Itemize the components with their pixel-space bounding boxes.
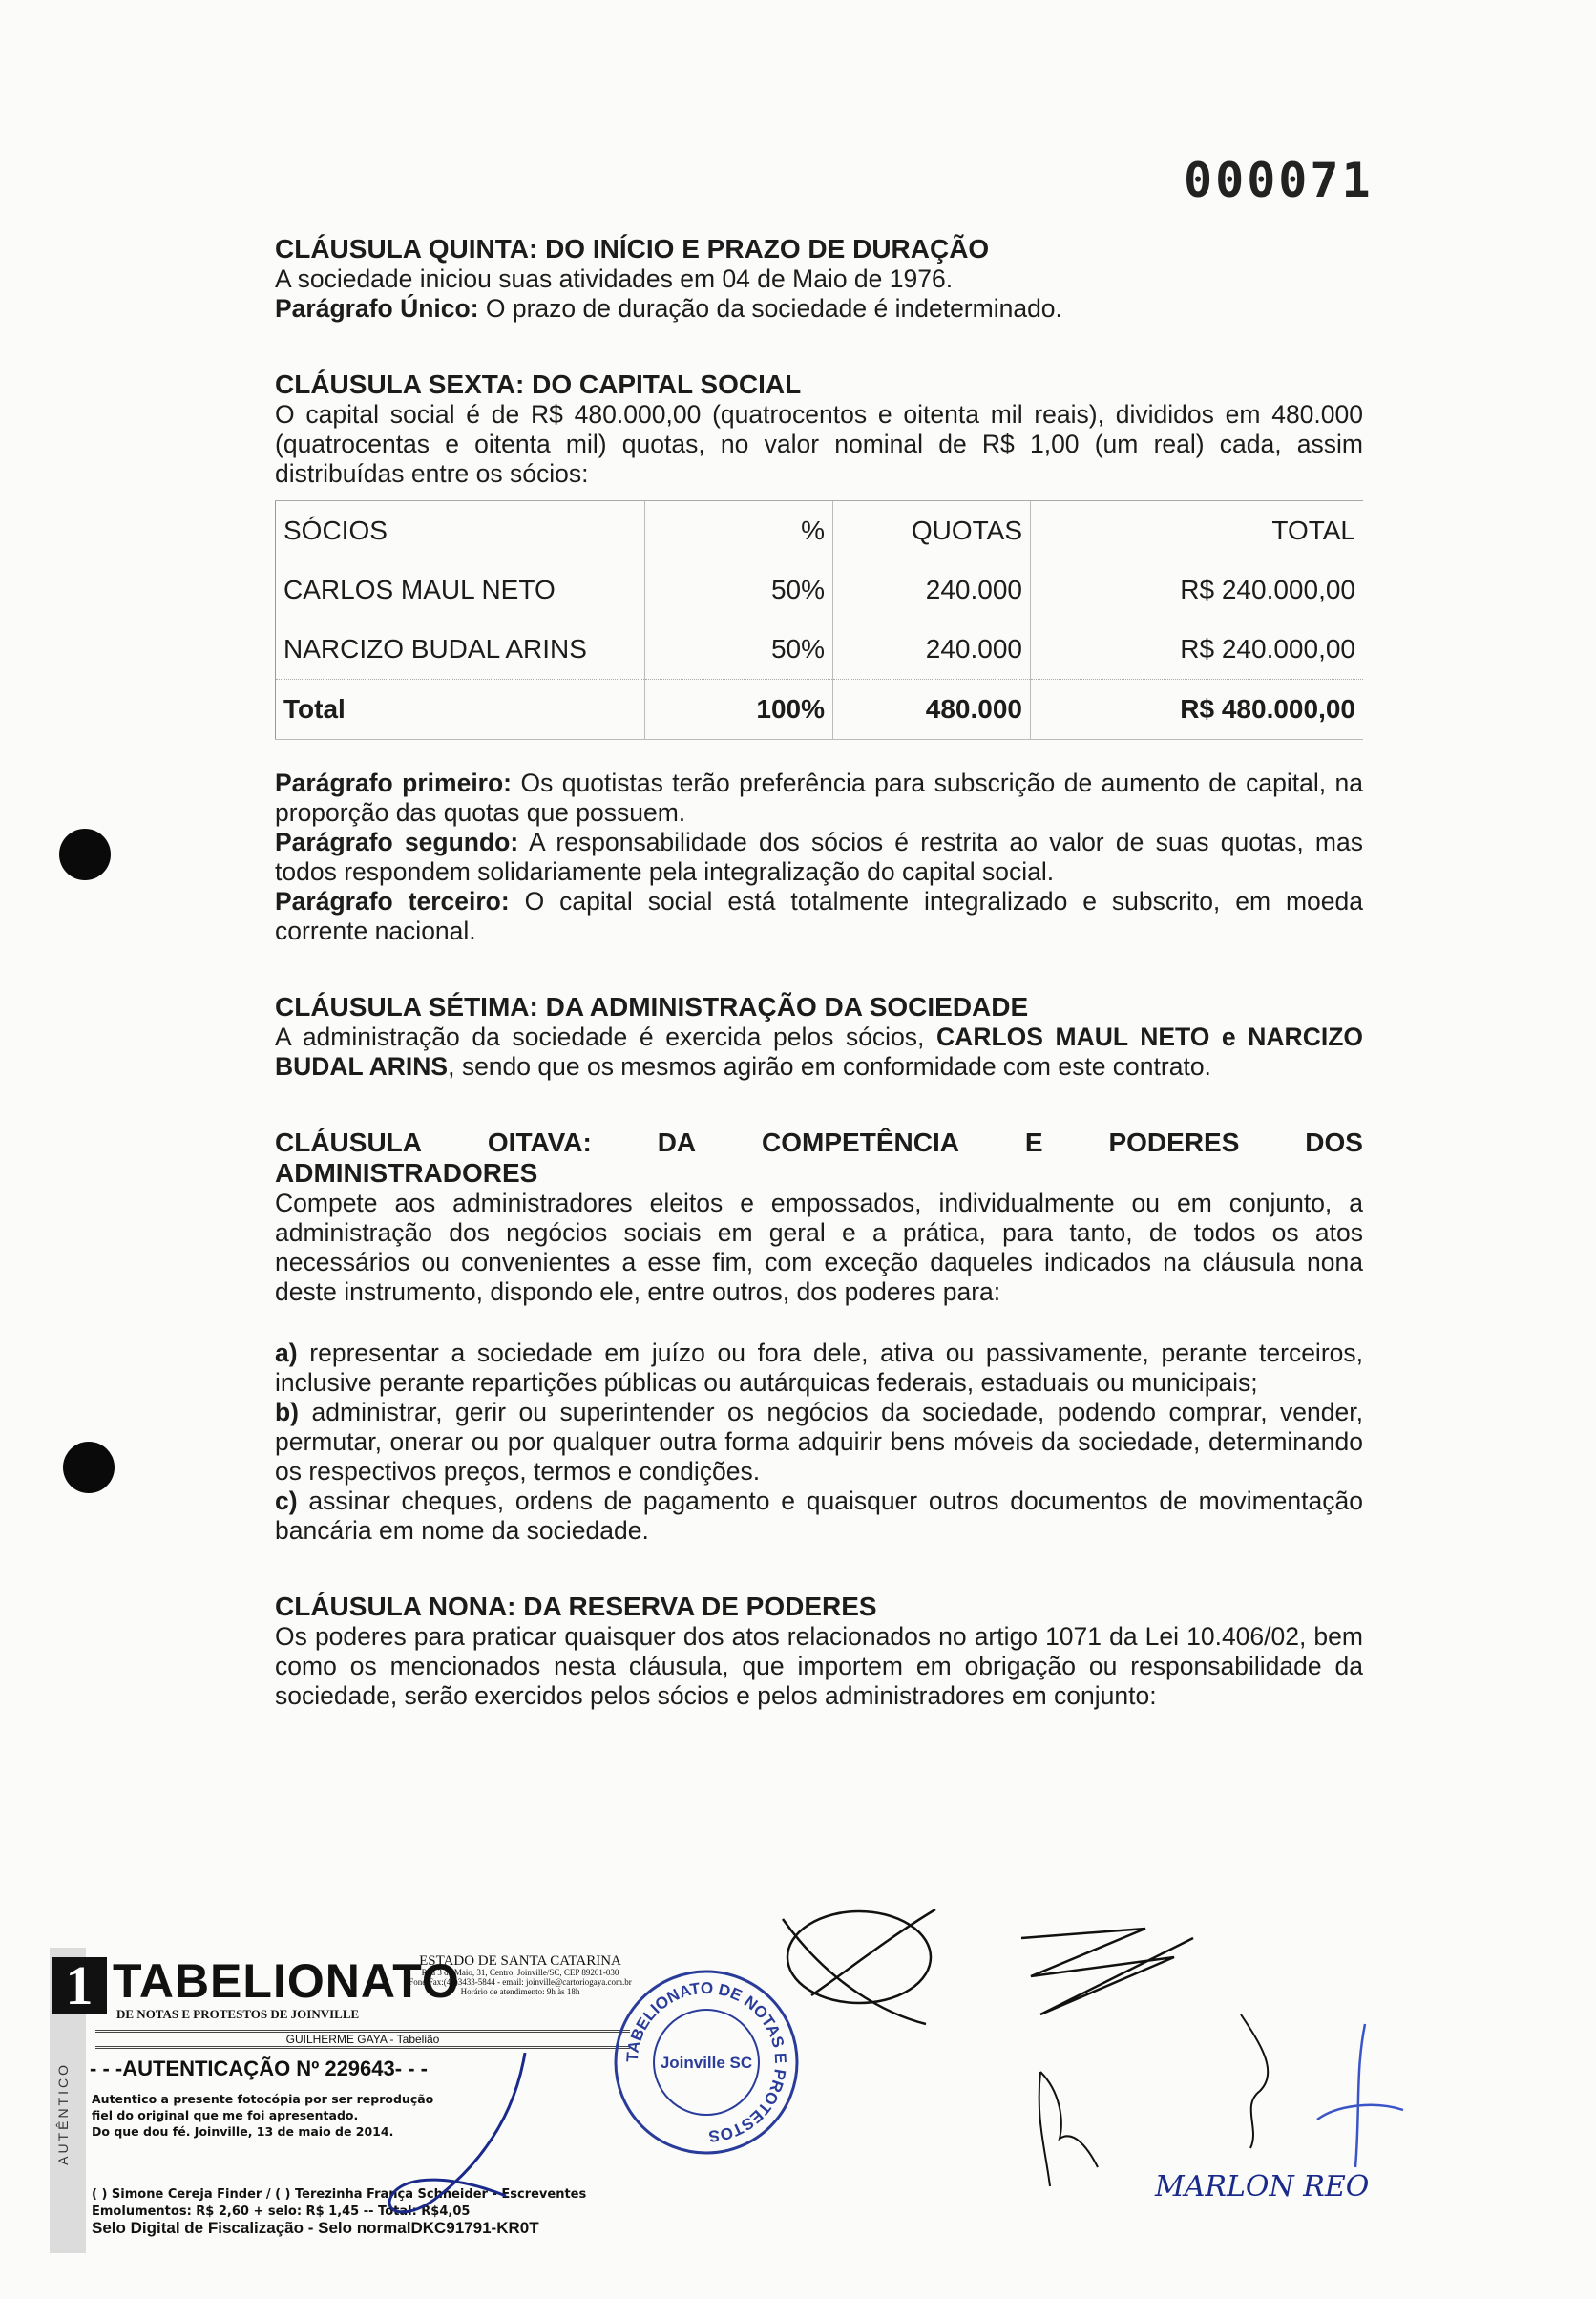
header-quotas: QUOTAS xyxy=(833,501,1031,561)
signature-stroke xyxy=(1040,2072,1098,2186)
item-label: a) xyxy=(275,1339,298,1367)
list-item xyxy=(275,1487,1363,1546)
cell-quotas: 240.000 xyxy=(833,620,1031,680)
signature-stroke-blue xyxy=(1317,2024,1403,2167)
auth-line: Autentico a presente fotocópia por ser reprodução xyxy=(92,2092,434,2106)
selo-code: DKC91791-KR0T xyxy=(410,2219,539,2237)
auth-line: Do que dou fé. Joinville, 13 de maio de 2014. xyxy=(92,2124,394,2139)
title-word: E xyxy=(1024,1128,1043,1157)
item-text: representar a sociedade em juízo ou fora dele, ativa ou passivamente, perante terceiros, inclusive perante repartições públicas ou autárquicas federais, estaduais ou municipais; xyxy=(275,1339,1363,1397)
notary-hours: Horário de atendimento: 9h às 18h xyxy=(460,1987,580,1996)
seal-center-text: Joinville SC xyxy=(660,2054,753,2072)
cell-total-quotas: 480.000 xyxy=(833,680,1031,740)
clause-text: Os poderes para praticar quaisquer dos atos relacionados no artigo 1071 da Lei 10.406/02, bem como os mencionados nesta cláusula, que importem em obrigação ou responsabilidade da sociedade, serão exercidos pelos sócios e pelos administradores em conjunto: xyxy=(275,1622,1363,1710)
notary-logo: 1 xyxy=(52,1957,107,2014)
header-percent: % xyxy=(645,501,833,561)
title-word: OITAVA: xyxy=(487,1128,592,1157)
title-word: DA xyxy=(657,1128,697,1157)
title-word: PODERES xyxy=(1108,1128,1240,1157)
cell-total: R$ 240.000,00 xyxy=(1031,620,1364,680)
selo-label: Selo Digital de Fiscalização - Selo normal xyxy=(92,2219,411,2237)
paragraph-label: Parágrafo Único: xyxy=(275,294,479,323)
paragraph-text: O prazo de duração da sociedade é indeterminado. xyxy=(485,294,1062,323)
paragraph-label: Parágrafo terceiro: xyxy=(275,887,510,916)
powers-list xyxy=(275,1339,1363,1546)
item-label: c) xyxy=(275,1487,298,1515)
cell-percent: 50% xyxy=(645,560,833,620)
clause-nona xyxy=(275,1592,1363,1711)
clause-sexta-paragraphs xyxy=(275,769,1363,946)
clause-text-continued: , sendo que os mesmos agirão em conformidade com este contrato. xyxy=(448,1052,1211,1081)
seal-ring-text: TABELIONATO DE NOTAS E PROTESTOS xyxy=(622,1978,790,2146)
header-total: TOTAL xyxy=(1031,501,1364,561)
clause-sexta xyxy=(275,369,1363,946)
clause-title: CLÁUSULA NONA: DA RESERVA DE PODERES xyxy=(275,1592,877,1621)
paragraph-text: O capital social está totalmente integralizado e subscrito, em moeda corrente nacional. xyxy=(275,887,1363,945)
quotas-table xyxy=(275,500,1363,740)
signatures xyxy=(745,1900,1413,2215)
paragraph-label: Parágrafo segundo: xyxy=(275,828,519,856)
paragraph-text: Os quotistas terão preferência para subscrição de aumento de capital, na proporção das quotas que possuem. xyxy=(275,769,1363,827)
stamp-signature xyxy=(382,2053,573,2244)
clause-text: A administração da sociedade é exercida pelos sócios, xyxy=(275,1023,925,1051)
clause-quinta xyxy=(275,234,1363,324)
cell-total-label: Total xyxy=(276,680,645,740)
stamp-vertical-text: AUTÊNTICO xyxy=(55,2062,71,2165)
table-header-row xyxy=(276,501,1364,561)
item-label: b) xyxy=(275,1398,300,1426)
notary-state: ESTADO DE SANTA CATARINA xyxy=(419,1953,621,1969)
handwritten-name: MARLON REO xyxy=(1155,2170,1370,2204)
cell-total: R$ 240.000,00 xyxy=(1031,560,1364,620)
cell-percent: 50% xyxy=(645,620,833,680)
cell-quotas: 240.000 xyxy=(833,560,1031,620)
punch-hole-bottom xyxy=(63,1442,115,1493)
table-row xyxy=(276,620,1364,680)
title-word: DOS xyxy=(1305,1128,1363,1157)
notary-subtitle: DE NOTAS E PROTESTOS DE JOINVILLE xyxy=(116,2007,360,2021)
title-word: CLÁUSULA xyxy=(275,1128,422,1157)
punch-hole-top xyxy=(59,829,111,880)
notary-tabeliao: GUILHERME GAYA - Tabelião xyxy=(95,2030,630,2049)
auth-line: fiel do original que me foi apresentado. xyxy=(92,2108,359,2122)
escreventes: ( ) Simone Cereja Finder / ( ) Terezinha França Schneider - Escreventes xyxy=(92,2187,587,2202)
partner-names: CARLOS MAUL NETO e NARCIZO BUDAL ARINS xyxy=(275,1023,1363,1081)
cell-socio: NARCIZO BUDAL ARINS xyxy=(276,620,645,680)
clause-setima xyxy=(275,992,1363,1082)
clause-title xyxy=(275,1128,1363,1158)
table-row xyxy=(276,560,1364,620)
item-text: assinar cheques, ordens de pagamento e quaisquer outros documentos de movimentação bancária em nome da sociedade. xyxy=(275,1487,1363,1545)
authentication-number: - - -AUTENTICAÇÃO Nº 229643- - - xyxy=(90,2056,428,2080)
notary-contact: Fone/Fax:(47)3433-5844 - email: joinville@cartoriogaya.com.br xyxy=(409,1977,632,1987)
clause-title: CLÁUSULA QUINTA: DO INÍCIO E PRAZO DE DURAÇÃO xyxy=(275,234,990,264)
paragraph-label: Parágrafo primeiro: xyxy=(275,769,513,797)
header-socios: SÓCIOS xyxy=(276,501,645,561)
clause-text: O capital social é de R$ 480.000,00 (quatrocentos e oitenta mil reais), divididos em 480.000 (quatrocentas e oitenta mil) quotas, no valor nominal de R$ 1,00 (um real) cada, assim distribuídas entre os sócios: xyxy=(275,400,1363,488)
notary-address: Rua 3 de Maio, 31, Centro, Joinville/SC, CEP 89201-030 xyxy=(421,1968,620,1977)
cell-socio: CARLOS MAUL NETO xyxy=(276,560,645,620)
list-item xyxy=(275,1398,1363,1487)
title-word: COMPETÊNCIA xyxy=(762,1128,959,1157)
clause-oitava xyxy=(275,1128,1363,1546)
clause-text: Compete aos administradores eleitos e empossados, individualmente ou em conjunto, a administração dos negócios sociais em geral e a prática, para tanto, de todos os atos necessários ou convenientes a esse fim, com exceção daqueles indicados na cláusula nona deste instrumento, dispondo ele, entre outros, dos poderes para: xyxy=(275,1189,1363,1306)
emolumentos: Emolumentos: R$ 2,60 + selo: R$ 1,45 -- Total: R$4,05 xyxy=(92,2204,471,2219)
notary-stamp xyxy=(38,1948,659,2263)
item-text: administrar, gerir ou superintender os negócios da sociedade, podendo comprar, vender, permutar, onerar ou por qualquer outra forma adquirir bens móveis da sociedade, determinando os respectivos preços, termos e condições. xyxy=(275,1398,1363,1486)
cell-total-value: R$ 480.000,00 xyxy=(1031,680,1364,740)
paragraph-text: A responsabilidade dos sócios é restrita ao valor de suas quotas, mas todos respondem solidariamente pela integralização do capital social. xyxy=(275,828,1363,886)
table-total-row xyxy=(276,680,1364,740)
clause-title: CLÁUSULA SEXTA: DO CAPITAL SOCIAL xyxy=(275,369,802,399)
contract-body xyxy=(275,234,1363,1711)
clause-title: CLÁUSULA SÉTIMA: DA ADMINISTRAÇÃO DA SOCIEDADE xyxy=(275,992,1029,1022)
clause-title-line2: ADMINISTRADORES xyxy=(275,1158,538,1188)
signature-stroke xyxy=(1021,1929,1193,2014)
clause-text: A sociedade iniciou suas atividades em 04 de Maio de 1976. xyxy=(275,264,954,293)
cell-total-percent: 100% xyxy=(645,680,833,740)
notary-name: TABELIONATO xyxy=(113,1954,460,2008)
list-item xyxy=(275,1339,1363,1398)
page-number: 000071 xyxy=(1184,153,1374,208)
signature-stroke xyxy=(1241,2014,1268,2148)
